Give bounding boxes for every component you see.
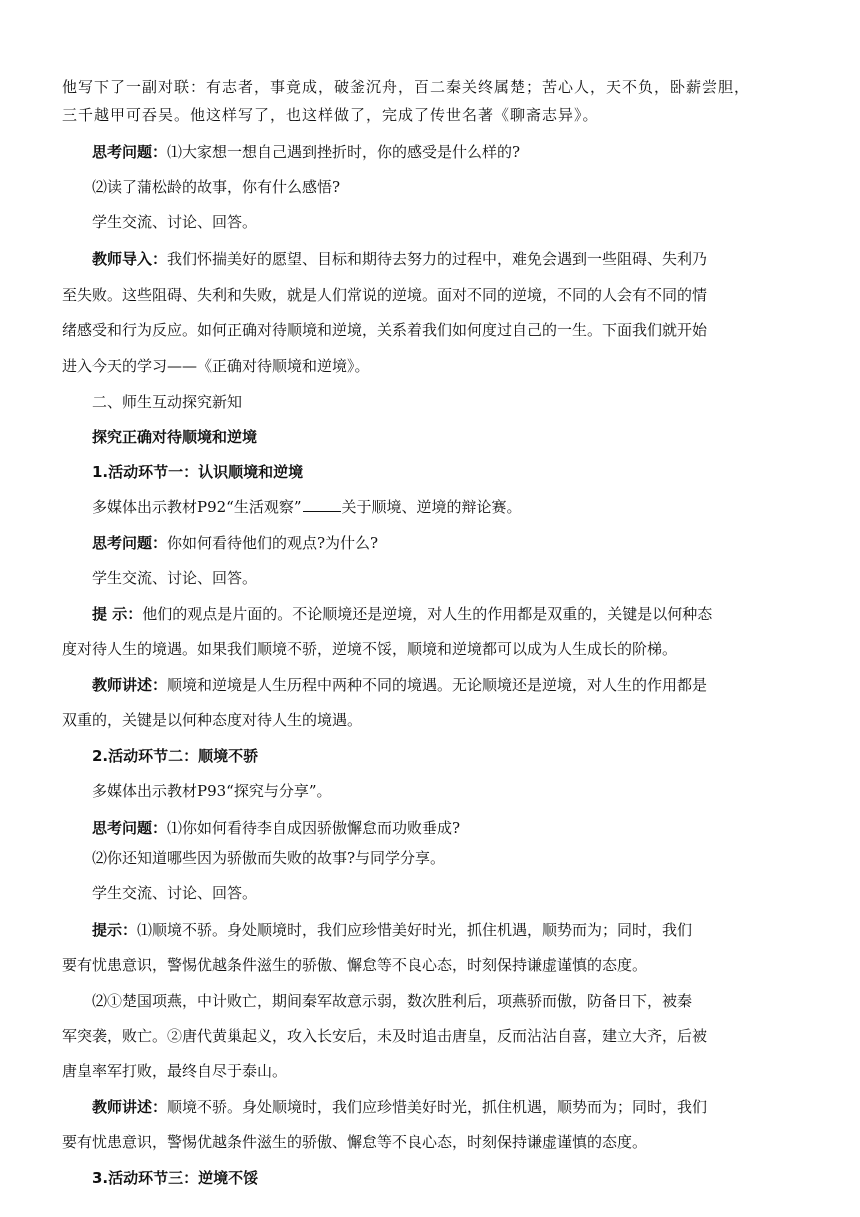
paragraph-line: 三千越甲可吞吴。他这样写了，也这样做了，完成了传世名著《聊斋志异》。 [62, 106, 599, 124]
question-label: 思考问题： [92, 143, 168, 161]
intro-line: 进入今天的学习——《正确对待顺境和逆境》。 [62, 357, 370, 375]
question-line: ⑵你还知道哪些因为骄傲而失败的故事?与同学分享。 [92, 849, 446, 867]
hint-line: 唐皇率军打败，最终自尽于泰山。 [62, 1062, 288, 1080]
hint-text: ⑴顺境不骄。身处顺境时，我们应珍惜美好时光，抓住机遇，顺势而为；同时，我们 [137, 921, 693, 939]
paragraph-line: 他写下了一副对联：有志者，事竟成，破釜沉舟，百二秦关终属楚；苦心人，天不负，卧薪尝胆， [62, 78, 751, 96]
talk-line: 要有忧患意识，警惕优越条件滋生的骄傲、懈怠等不良心态，时刻保持谦虚谨慎的态度。 [62, 1133, 648, 1151]
question-text: 你如何看待他们的观点?为什么? [167, 534, 379, 552]
talk-line: 双重的，关键是以何种态度对待人生的境遇。 [62, 711, 363, 729]
student-response: 学生交流、讨论、回答。 [92, 884, 258, 902]
activity-heading: 2.活动环节二：顺境不骄 [92, 747, 259, 765]
talk-line [92, 1097, 802, 1117]
intro-line: 绪感受和行为反应。如何正确对待顺境和逆境，关系着我们如何度过自己的一生。下面我们就开始 [62, 321, 708, 339]
hint-label: 提 示： [92, 605, 143, 623]
question-text: ⑴大家想一想自己遇到挫折时，你的感受是什么样的? [167, 143, 521, 161]
talk-label: 教师讲述： [92, 676, 168, 694]
question-line [92, 533, 802, 553]
topic-heading: 探究正确对待顺境和逆境 [92, 428, 258, 446]
talk-text: 顺境和逆境是人生历程中两种不同的境遇。无论顺境还是逆境，对人生的作用都是 [167, 676, 708, 694]
hint-text: 他们的观点是片面的。不论顺境还是逆境，对人生的作用都是双重的，关键是以何种态 [142, 605, 713, 623]
talk-label: 教师讲述： [92, 1098, 168, 1116]
hint-line: 军突袭，败亡。②唐代黄巢起义，攻入长安后，未及时追击唐皇，反而沾沾自喜，建立大齐，后被 [62, 1027, 708, 1045]
talk-text: 顺境不骄。身处顺境时，我们应珍惜美好时光，抓住机遇，顺势而为；同时，我们 [167, 1098, 708, 1116]
question-line [92, 818, 802, 838]
question-label: 思考问题： [92, 534, 168, 552]
hint-line: 要有忧患意识，警惕优越条件滋生的骄傲、懈怠等不良心态，时刻保持谦虚谨慎的态度。 [62, 956, 648, 974]
blank-line [303, 497, 341, 512]
media-line [92, 497, 802, 517]
activity-heading: 1.活动环节一：认识顺境和逆境 [92, 463, 304, 481]
intro-line: 至失败。这些阻碍、失利和失败，就是人们常说的逆境。面对不同的逆境，不同的人会有不同的情 [62, 286, 708, 304]
talk-line [92, 675, 802, 695]
media-line: 多媒体出示教材P93“探究与分享”。 [92, 782, 332, 800]
activity-heading: 3.活动环节三：逆境不馁 [92, 1169, 259, 1187]
hint-line [92, 604, 802, 624]
intro-label: 教师导入： [92, 250, 168, 268]
hint-line [92, 920, 802, 940]
student-response: 学生交流、讨论、回答。 [92, 569, 258, 587]
student-response: 学生交流、讨论、回答。 [92, 213, 258, 231]
question-line [92, 142, 802, 162]
media-text: 多媒体出示教材P92“生活观察” [92, 498, 302, 516]
section-heading: 二、师生互动探究新知 [92, 393, 243, 411]
intro-text: 我们怀揣美好的愿望、目标和期待去努力的过程中，难免会遇到一些阻碍、失利乃 [167, 250, 708, 268]
hint-line: 度对待人生的境遇。如果我们顺境不骄，逆境不馁，顺境和逆境都可以成为人生成长的阶梯。 [62, 640, 678, 658]
hint-label: 提示： [92, 921, 138, 939]
question-label: 思考问题： [92, 819, 168, 837]
question-line: ⑵读了蒲松龄的故事，你有什么感悟? [92, 178, 341, 196]
question-text: ⑴你如何看待李自成因骄傲懈怠而功败垂成? [167, 819, 461, 837]
hint-line: ⑵①楚国项燕，中计败亡，期间秦军故意示弱，数次胜利后，项燕骄而傲，防备日下，被秦 [92, 992, 693, 1010]
media-text-2: 关于顺境、逆境的辩论赛。 [341, 498, 522, 516]
intro-line [92, 249, 802, 269]
